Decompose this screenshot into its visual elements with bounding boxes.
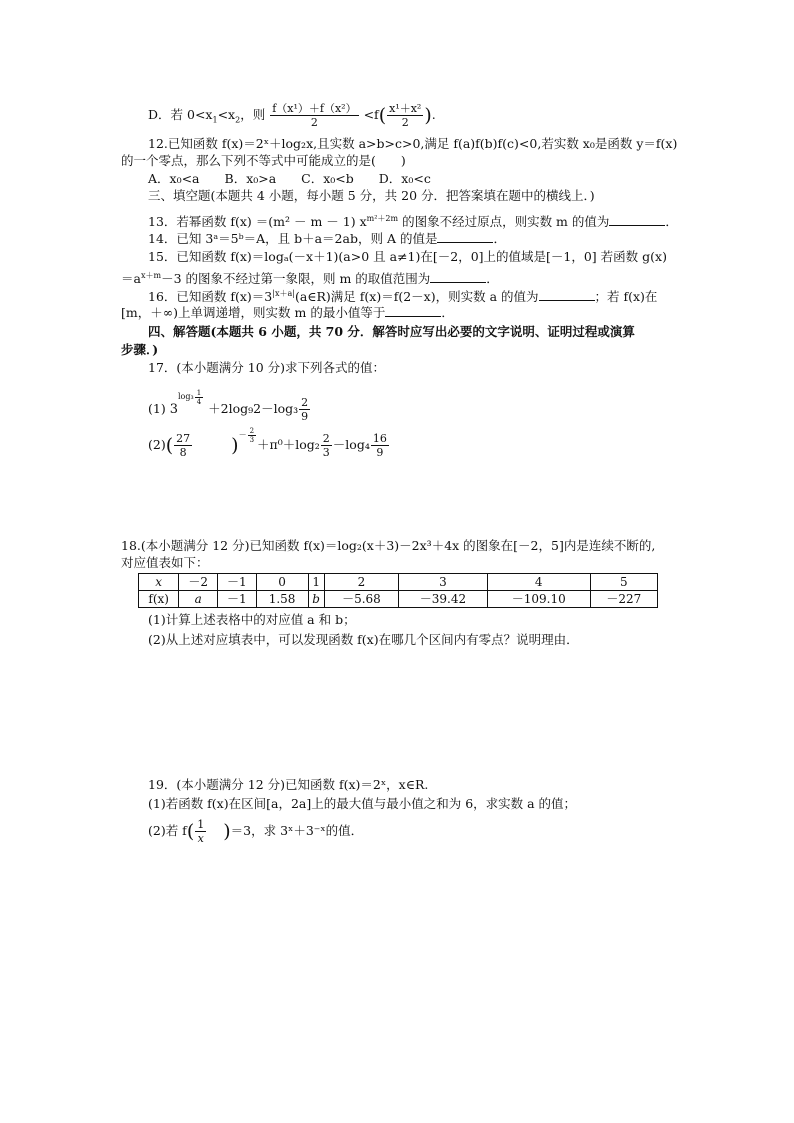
table-cell: －2 bbox=[179, 574, 218, 591]
q13-answer-blank[interactable] bbox=[609, 214, 665, 226]
q19-title: 19．(本小题满分 12 分)已知函数 f(x)＝2ˣ，x∈R. bbox=[148, 777, 429, 792]
table-cell: 2 bbox=[324, 574, 398, 591]
q18-part-2: (2)从上述对应填表中，可以发现函数 f(x)在哪几个区间内有零点？说明理由． bbox=[148, 632, 579, 647]
q15-line-1: 15．已知函数 f(x)＝logₐ(－x＋1)(a>0 且 a≠1)在[－2，0]上的值域是[－1，0] 若函数 g(x) bbox=[148, 249, 667, 264]
table-cell: f(x) bbox=[139, 591, 179, 608]
q12-line-1: 12.已知函数 f(x)＝2ˣ＋log₂x,且实数 a>b>c>0,满足 f(a)f(b)f(c)<0,若实数 x₀是函数 y＝f(x) bbox=[148, 136, 678, 151]
section-4-heading-2: 步骤．) bbox=[121, 342, 159, 357]
table-cell: 4 bbox=[487, 574, 590, 591]
q12-options: A．x₀<a B．x₀>a C．x₀<b D．x₀<c bbox=[148, 171, 431, 186]
q15-line-2: $=a^{x+m}-3$ 的图象不经过第一象限，则 m 的取值范围为 ． bbox=[121, 271, 499, 287]
q16-answer-blank-1[interactable] bbox=[539, 289, 595, 301]
q16-answer-blank-2[interactable] bbox=[385, 305, 441, 317]
q19-part-2: (2)若 f( $\frac{1}{x}$ )＝3，求 3ˣ＋3⁻ˣ的值． bbox=[148, 818, 364, 845]
table-cell: －39.42 bbox=[399, 591, 488, 608]
table-cell: x bbox=[139, 574, 179, 591]
q11-option-d: D．若 $0<x_1<x_2$，则 $\frac{\text{f（x¹）＋f（x²）}}{2}$ <f( $\frac{\text{x¹＋x²}}{2}$ ). bbox=[148, 102, 436, 129]
q14-answer-blank[interactable] bbox=[437, 231, 493, 243]
q16-line-2: [m，＋∞)上单调递增，则实数 m 的最小值等于 ． bbox=[121, 305, 454, 320]
q11-lhs-fraction: $\frac{\text{f（x¹）＋f（x²）}}{2}$ bbox=[272, 102, 357, 129]
table-cell: －1 bbox=[218, 574, 257, 591]
q17-part-1: (1) 3log₃ $\frac{1}{4}$ ＋2log₉2－log₃ $\frac{2}{9}$ bbox=[148, 388, 309, 423]
q18-line-1: 18.(本小题满分 12 分)已知函数 f(x)＝log₂(x＋3)－2x³＋4x 的图象在[－2，5]内是连续不断的, bbox=[121, 538, 656, 553]
table-cell: 3 bbox=[399, 574, 488, 591]
table-cell: 5 bbox=[590, 574, 657, 591]
table-cell: －109.10 bbox=[487, 591, 590, 608]
q13: 13．若幂函数 f(x) ＝(m² － m － 1) $x^{m^2+2m}$ 的图象不经过原点，则实数 m 的值为 ． bbox=[148, 214, 678, 230]
table-cell: a bbox=[179, 591, 218, 608]
q18-value-table bbox=[138, 573, 658, 608]
table-row-fx bbox=[139, 591, 658, 608]
q12-line-2: 的一个零点，那么下列不等式中可能成立的是( ) bbox=[121, 153, 406, 168]
table-cell: －1 bbox=[218, 591, 257, 608]
table-cell: b bbox=[308, 591, 324, 608]
table-cell: 1 bbox=[308, 574, 324, 591]
q16-line-1: 16．已知函数 $f(x)=3^{|x+a|}(a\in R)$满足 f(x)＝f(2－x)，则实数 a 的值为 ；若 f(x)在 bbox=[148, 289, 658, 305]
table-cell: 1.58 bbox=[256, 591, 308, 608]
table-cell: －5.68 bbox=[324, 591, 398, 608]
q18-line-2: 对应值表如下： bbox=[121, 555, 209, 570]
q17-title: 17．(本小题满分 10 分)求下列各式的值： bbox=[148, 360, 386, 375]
q14: 14．已知 3ᵃ＝5ᵇ＝A，且 b＋a＝2ab，则 A 的值是 ． bbox=[148, 231, 506, 246]
table-cell: －227 bbox=[590, 591, 657, 608]
table-cell: 0 bbox=[256, 574, 308, 591]
q18-part-1: (1)计算上述表格中的对应值 a 和 b； bbox=[148, 612, 356, 627]
section-3-heading: 三、填空题(本题共 4 小题，每小题 5 分，共 20 分．把答案填在题中的横线上．) bbox=[148, 188, 595, 203]
section-4-heading-1: 四、解答题(本题共 6 小题，共 70 分．解答时应写出必要的文字说明、证明过程或演算 bbox=[148, 324, 635, 339]
q19-part-1: (1)若函数 f(x)在区间[a，2a]上的最大值与最小值之和为 6，求实数 a 的值； bbox=[148, 796, 577, 811]
q11-rhs-fraction: $\frac{\text{x¹＋x²}}{2}$ bbox=[389, 102, 422, 129]
q17-part-2: (2)( $\frac{27}{8}$ )－ $\frac{2}{3}$ ＋π⁰＋log₂ $\frac{2}{3}$ －log₄ $\frac{16}{9}$ bbox=[148, 426, 387, 459]
q15-answer-blank[interactable] bbox=[430, 271, 486, 283]
table-row-x bbox=[139, 574, 658, 591]
